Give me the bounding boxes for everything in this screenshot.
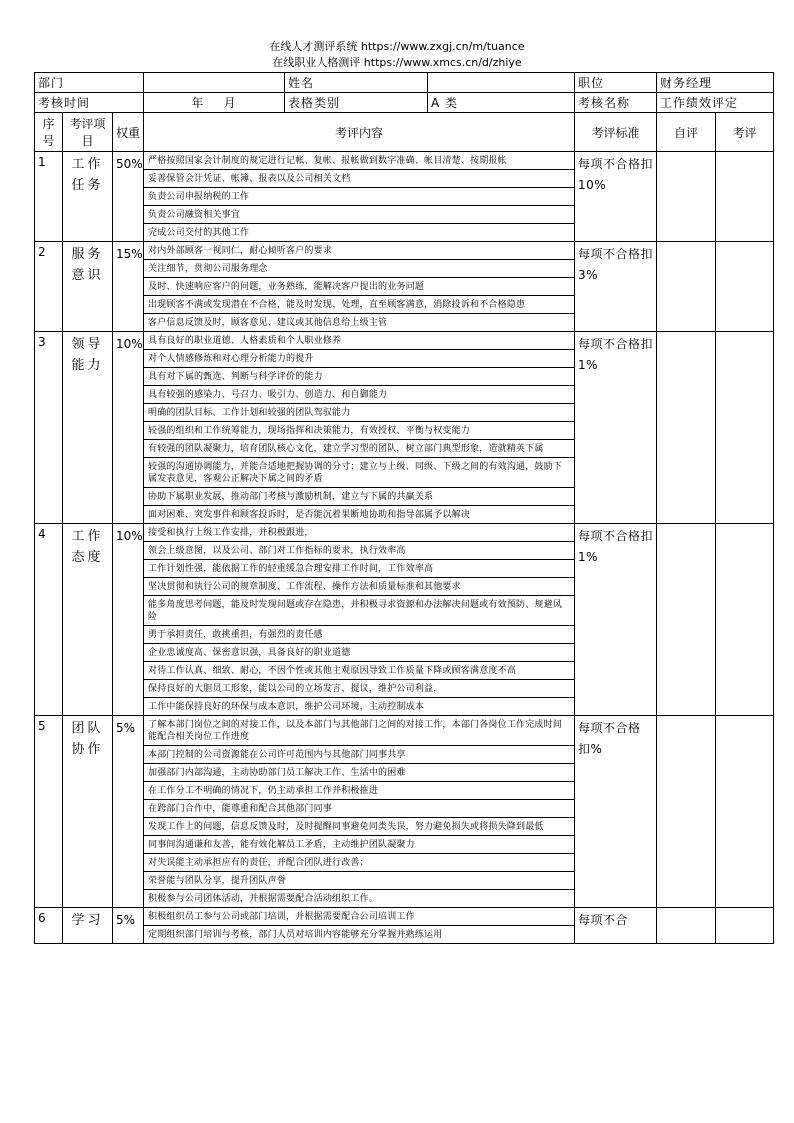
content-line: 具有较强的感染力、号召力、吸引力、创造力、和自御能力 [144, 386, 574, 404]
content-line: 加强部门内部沟通，主动协助部门员工解决工作、生活中的困难 [144, 764, 574, 782]
time-label: 考核时间 [35, 93, 144, 113]
dept-value[interactable] [144, 73, 285, 93]
content-line: 了解本部门岗位之间的对接工作，以及本部门与其他部门之间的对接工作，本部门各岗位工作完成时间能配合相关岗位工作进度 [144, 716, 574, 746]
section-number: 4 [35, 524, 63, 716]
name-label: 姓名 [285, 73, 428, 93]
self-score-cell[interactable] [657, 716, 716, 908]
section-weight: 5% [113, 716, 144, 908]
review-score-cell[interactable] [716, 152, 774, 242]
section-standard: 每项不合格扣 10% [575, 152, 657, 242]
section-weight: 50% [113, 152, 144, 242]
header-line-1: 在线人才测评系统 https://www.zxgj.cn/m/tuance [269, 40, 525, 53]
content-line: 完成公司交付的其他工作 [148, 228, 250, 238]
position-value: 财务经理 [657, 73, 774, 93]
section-number: 6 [35, 908, 63, 944]
section-item: 学习 [63, 908, 113, 944]
self-score-cell[interactable] [657, 332, 716, 524]
content-line: 荣誉能与团队分享，提升团队声誉 [144, 872, 574, 890]
content-line: 有较强的团队凝聚力，培育团队核心文化，建立学习型的团队，树立部门典型形象，造就精英下属 [144, 440, 574, 458]
review-score-cell[interactable] [716, 524, 774, 716]
form-type-label: 表格类别 [285, 93, 428, 113]
info-row-1 [35, 73, 774, 93]
self-score-cell[interactable] [657, 908, 716, 944]
section-number: 3 [35, 332, 63, 524]
content-line: 较强的沟通协调能力，并能合适地把握协调的分寸；建立与上级、同级、下级之间的有效沟通，鼓励下属发表意见，客观公正解决下属之间的矛盾 [144, 458, 574, 488]
section-number: 2 [35, 242, 63, 332]
content-line: 积极组织员工参与公司或部门培训，并根据需要配合公司培训工作 [144, 908, 574, 926]
content-line: 关注细节，贯彻公司服务理念 [144, 260, 574, 278]
content-line: 同事间沟通谦和友善，能有效化解员工矛盾，主动维护团队凝聚力 [144, 836, 574, 854]
section-item: 工作任务 [63, 152, 113, 242]
col-self: 自评 [657, 113, 716, 152]
section-weight: 10% [113, 524, 144, 716]
section-number: 1 [35, 152, 63, 242]
col-no: 序号 [35, 113, 63, 152]
content-line: 较强的组织和工作统筹能力，现场指挥和决策能力，有效授权、平衡与权变能力 [144, 422, 574, 440]
content-line: 具有良好的职业道德、人格素质和个人职业修养 [144, 332, 574, 350]
section-content [144, 152, 575, 242]
info-row-2 [35, 93, 774, 113]
content-line: 明确的团队目标、工作计划和较强的团队驾驭能力 [144, 404, 574, 422]
section-row [35, 152, 774, 242]
content-line: 对内外部顾客一视同仁，耐心倾听客户的要求 [144, 242, 574, 260]
position-label: 职位 [575, 73, 657, 93]
header-line-2: 在线职业人格测评 https://www.xmcs.cn/d/zhiye [272, 56, 522, 69]
col-review: 考评 [716, 113, 774, 152]
form-type-value: A 类 [428, 93, 575, 113]
section-content [144, 332, 575, 524]
content-line: 负责公司融资相关事宜 [144, 206, 574, 224]
content-line: 本部门控制的公司资源能在公司许可范围内与其他部门同事共享 [144, 746, 574, 764]
section-item: 团队协作 [63, 716, 113, 908]
self-score-cell[interactable] [657, 152, 716, 242]
content-line: 妥善保管会计凭证、帐簿、报表以及公司相关文档 [144, 170, 574, 188]
content-line: 定期组织部门培训与考核，部门人员对培训内容能够充分掌握并熟练运用 [148, 930, 443, 940]
section-number: 5 [35, 716, 63, 908]
review-score-cell[interactable] [716, 242, 774, 332]
content-line: 对失误能主动承担应有的责任，并配合团队进行改善； [144, 854, 574, 872]
self-score-cell[interactable] [657, 524, 716, 716]
section-row [35, 332, 774, 524]
eval-name-value: 工作绩效评定 [657, 93, 774, 113]
content-line: 勇于承担责任，敢挑重担，有强烈的责任感 [144, 626, 574, 644]
evaluation-table [34, 72, 774, 944]
eval-name-label: 考核名称 [575, 93, 657, 113]
section-standard: 每项不合 [575, 908, 657, 944]
content-line: 客户信息反馈及时，顾客意见、建议或其他信息给上级主管 [148, 318, 388, 328]
section-item: 服务意识 [63, 242, 113, 332]
content-line: 对待工作认真、细致、耐心，不因个性或其他主观原因导致工作质量下降或顾客满意度不高 [144, 662, 574, 680]
section-standard: 每项不合格扣 1% [575, 524, 657, 716]
review-score-cell[interactable] [716, 908, 774, 944]
section-standard: 每项不合格扣 1% [575, 332, 657, 524]
section-content [144, 908, 575, 944]
dept-label: 部门 [35, 73, 144, 93]
content-line: 坚决贯彻和执行公司的规章制度、工作流程、操作方法和质量标准和其他要求 [144, 578, 574, 596]
column-header-row [35, 113, 774, 152]
name-value[interactable] [428, 73, 575, 93]
col-content: 考评内容 [144, 113, 575, 152]
section-standard: 每项不合格扣 3% [575, 242, 657, 332]
section-content [144, 716, 575, 908]
review-score-cell[interactable] [716, 332, 774, 524]
section-item: 领导能力 [63, 332, 113, 524]
review-score-cell[interactable] [716, 716, 774, 908]
content-line: 发现工作上的问题，信息反馈及时，及时提醒同事避免同类失误，努力避免损失或将损失降到最低 [144, 818, 574, 836]
self-score-cell[interactable] [657, 242, 716, 332]
content-line: 负责公司申报纳税的工作 [144, 188, 574, 206]
content-line: 出现顾客不满或发现潜在不合格，能及时发现、处理，直至顾客满意，消除投诉和不合格隐患 [144, 296, 574, 314]
section-row [35, 908, 774, 944]
content-line: 工作计划性强，能依据工作的轻重缓急合理安排工作时间，工作效率高 [144, 560, 574, 578]
section-content [144, 524, 575, 716]
col-weight: 权重 [113, 113, 144, 152]
content-line: 领会上级意图，以及公司、部门对工作指标的要求，执行效率高 [144, 542, 574, 560]
content-line: 协助下属职业发展，推动部门考核与激励机制，建立与下属的共赢关系 [144, 488, 574, 506]
col-standard: 考评标准 [575, 113, 657, 152]
content-line: 企业忠诚度高、保密意识强，具备良好的职业道德 [144, 644, 574, 662]
section-weight: 10% [113, 332, 144, 524]
content-line: 及时、快速响应客户的问题，业务熟练，能解决客户提出的业务问题 [144, 278, 574, 296]
section-row [35, 716, 774, 908]
content-line: 在跨部门合作中，能尊重和配合其他部门同事 [144, 800, 574, 818]
content-line: 接受和执行上级工作安排，并积极跟进， [144, 524, 574, 542]
time-value[interactable]: 年 月 [144, 93, 285, 113]
content-line: 积极参与公司团体活动，并根据需要配合活动组织工作。 [148, 894, 379, 904]
content-line: 工作中能保持良好的环保与成本意识，维护公司环境，主动控制成本 [148, 702, 425, 712]
section-row [35, 524, 774, 716]
col-item: 考评项目 [63, 113, 113, 152]
section-item: 工作态度 [63, 524, 113, 716]
content-line: 保持良好的大胆员工形象，能以公司的立场发言、提议，维护公司利益， [144, 680, 574, 698]
section-weight: 5% [113, 908, 144, 944]
content-line: 严格按照国家会计制度的规定进行记帐、复帐、报帐做到数字准确、帐目清楚、按期报帐 [144, 152, 574, 170]
content-line: 在工作分工不明确的情况下，仍主动承担工作并积极推进 [144, 782, 574, 800]
content-line: 能多角度思考问题，能及时发现问题或存在隐患，并积极寻求资源和办法解决问题或有效预防、规避风险 [144, 596, 574, 626]
section-content [144, 242, 575, 332]
section-weight: 15% [113, 242, 144, 332]
content-line: 对个人情感修炼和对心理分析能力的提升 [144, 350, 574, 368]
content-line: 具有对下属的甄选、判断与科学评价的能力 [144, 368, 574, 386]
section-row [35, 242, 774, 332]
section-standard: 每项不合格扣% [575, 716, 657, 908]
content-line: 面对困难、突发事件和顾客投诉时，是否能沉着果断地协助和指导部属予以解决 [148, 510, 471, 520]
